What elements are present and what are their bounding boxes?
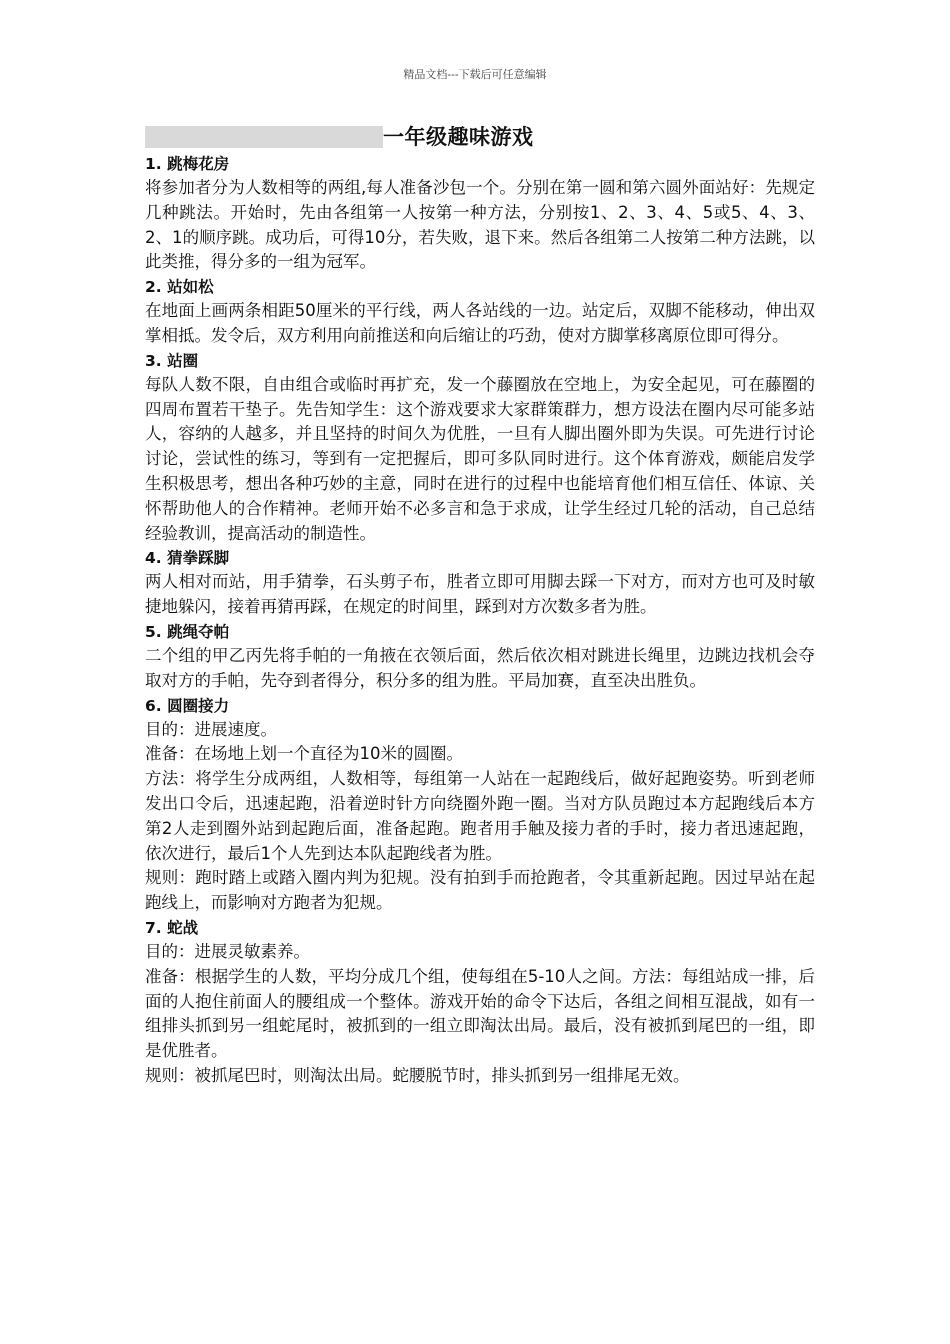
section-paragraph: 目的：进展灵敏素养。 — [145, 941, 310, 961]
section — [145, 152, 815, 275]
section — [145, 546, 815, 620]
title-highlight-bar — [145, 126, 383, 148]
section-paragraph: 准备：在场地上划一个直径为10米的圆圈。 — [145, 744, 463, 764]
section — [145, 349, 815, 547]
section-paragraph: 二个组的甲乙丙先将手帕的一角掖在衣领后面，然后依次相对跳进长绳里，边跳边找机会夺取对方的手帕，先夺到者得分，积分多的组为胜。平局加赛，直至决出胜负。 — [145, 645, 815, 690]
section-title: 3. 站圈 — [145, 351, 199, 370]
section — [145, 275, 815, 349]
section-paragraph: 规则：被抓尾巴时，则淘汰出局。蛇腰脱节时，排头抓到另一组排尾无效。 — [145, 1065, 690, 1085]
section-title: 1. 跳梅花房 — [145, 155, 230, 173]
section — [145, 694, 815, 916]
document-title: 一年级趣味游戏 — [383, 125, 534, 149]
sections-container — [145, 152, 815, 1089]
section-paragraph: 在地面上画两条相距50厘米的平行线，两人各站线的一边。站定后，双脚不能移动，伸出双掌相抵。发令后，双方利用向前推送和向后缩让的巧劲，使对方脚掌移离原位即可得分。 — [145, 301, 815, 345]
section-title: 4. 猜拳踩脚 — [145, 549, 230, 568]
section-title: 7. 蛇战 — [145, 918, 199, 937]
section-paragraph: 目的：进展速度。 — [145, 719, 277, 739]
section-paragraph: 规则：跑时踏上或踏入圈内判为犯规。没有拍到手而抢跑者，令其重新起跑。因过早站在起跑线上，而影响对方跑者为犯规。 — [145, 868, 815, 913]
title-row — [145, 124, 815, 150]
section — [145, 620, 815, 694]
section-paragraph: 方法：将学生分成两组，人数相等，每组第一人站在一起跑线后，做好起跑姿势。听到老师发出口令后，迅速起跑，沿着逆时针方向绕圈外跑一圈。当对方队员跑过本方起跑线后本方第2人走到圈外站到起跑后面，准备起跑。跑者用手触及接力者的手时，接力者迅速起跑，依次进行，最后1个人先到达本队起跑线者为胜。 — [145, 769, 815, 863]
section-paragraph: 将参加者分为人数相等的两组,每人准备沙包一个。分别在第一圆和第六圆外面站好：先规定几种跳法。开始时，先由各组第一人按第一种方法，分别按1、2、3、4、5或5、4、3、2、1的顺序跳。成功后，可得10分，若失败，退下来。然后各组第二人按第二种方法跳，以此类推，得分多的一组为冠军。 — [145, 178, 815, 272]
section-paragraph: 每队人数不限，自由组合或临时再扩充，发一个藤圈放在空地上，为安全起见，可在藤圈的四周布置若干垫子。先告知学生：这个游戏要求大家群策群力，想方设法在圈内尽可能多站人，容纳的人越多，并且坚持的时间久为优胜，一旦有人脚出圈外即为失误。可先进行讨论讨论，尝试性的练习，等到有一定把握后，即可多队同时进行。这个体育游戏，颇能启发学生积极思考，想出各种巧妙的主意，同时在进行的过程中也能培育他们相互信任、体谅、关怀帮助他人的合作精神。老师开始不必多言和急于求成，让学生经过几轮的活动，自己总结经验教训，提高活动的制造性。 — [145, 374, 815, 543]
section-paragraph: 两人相对而站，用手猜拳，石头剪子布，胜者立即可用脚去踩一下对方，而对方也可及时敏捷地躲闪，接着再猜再踩，在规定的时间里，踩到对方次数多者为胜。 — [145, 572, 815, 617]
section-title: 5. 跳绳夺帕 — [145, 622, 230, 641]
section-title: 2. 站如松 — [145, 278, 214, 297]
section — [145, 916, 815, 1089]
page-header: 精品文档---下载后可任意编辑 — [403, 68, 547, 81]
document-body — [145, 124, 815, 1089]
section-title: 6. 圆圈接力 — [145, 696, 230, 715]
section-paragraph: 准备：根据学生的人数，平均分成几个组，使每组在5-10人之间。方法：每组站成一排，后面的人抱住前面人的腰组成一个整体。游戏开始的命令下达后，各组之间相互混战，如有一组排头抓到另一组蛇尾时，被抓到的一组立即淘汰出局。最后，没有被抓到尾巴的一组，即是优胜者。 — [145, 966, 815, 1061]
